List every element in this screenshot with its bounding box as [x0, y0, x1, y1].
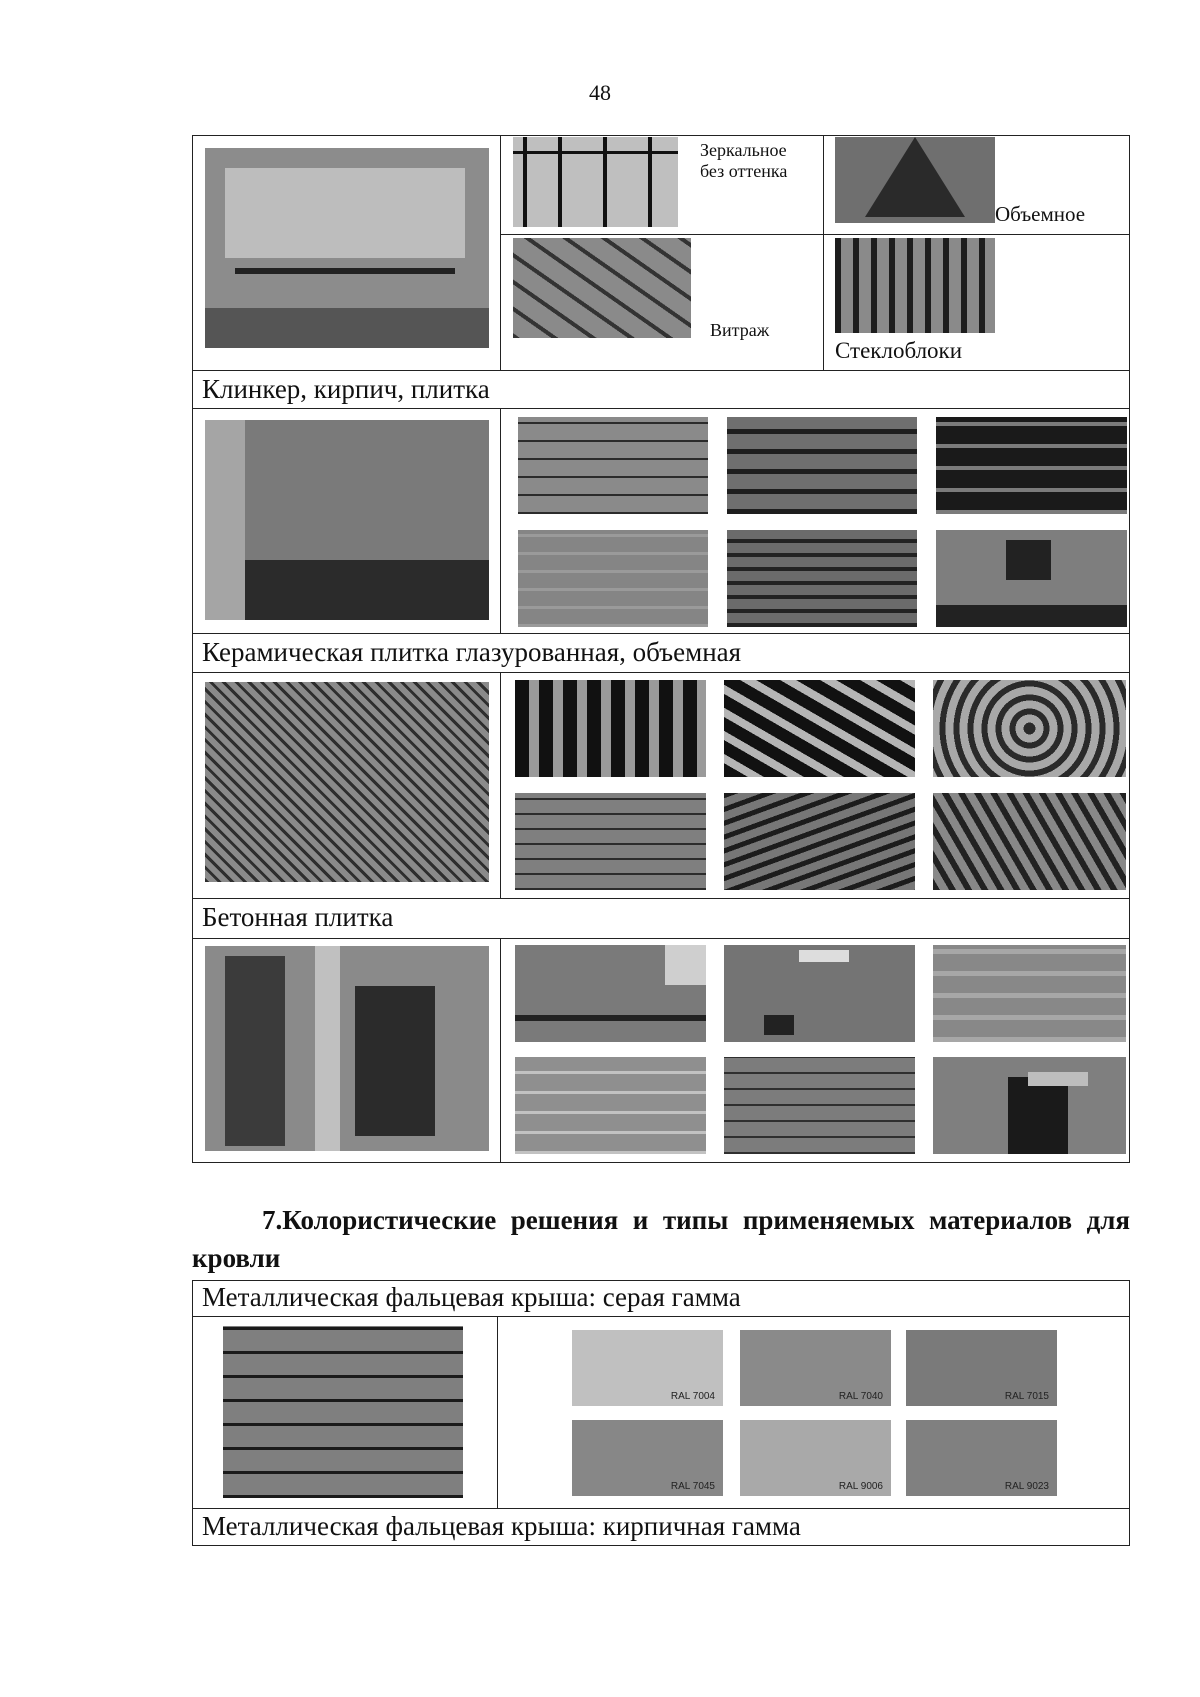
ceramic-sample-3	[933, 680, 1126, 777]
swatch-code-label: RAL 9006	[838, 1481, 883, 1492]
swatch-ral-9006	[740, 1420, 891, 1496]
ceramic-sample-5	[724, 793, 915, 890]
brick-sample-5	[727, 530, 917, 627]
page-number: 48	[589, 80, 611, 105]
swatch-ral-7004	[572, 1330, 723, 1406]
brick-sample-2	[727, 417, 917, 514]
glass-blocks-label: Стеклоблоки	[835, 338, 963, 363]
seam-roof-photo	[223, 1326, 463, 1498]
ceramic-sample-6	[933, 793, 1126, 890]
glass-blocks-photo	[835, 238, 995, 333]
roof-section-heading-line2: кровли	[192, 1243, 281, 1273]
brick-sample-1	[518, 417, 708, 514]
swatch-ral-7015	[906, 1330, 1057, 1406]
swatch-code-label: RAL 9023	[1004, 1481, 1049, 1492]
concrete-sample-1	[515, 945, 706, 1042]
ceramic-sample-4	[515, 793, 706, 890]
brick-sample-3	[936, 417, 1127, 514]
volumetric-glass-photo	[835, 137, 995, 223]
roof-row2-title: Металлическая фальцевая крыша: кирпичная гамма	[202, 1511, 801, 1541]
section-title-ceramic: Керамическая плитка глазурованная, объемная	[202, 637, 742, 667]
swatch-code-label: RAL 7045	[670, 1481, 715, 1492]
mirror-glass-photo	[513, 137, 678, 227]
concrete-sample-5	[724, 1057, 915, 1154]
brick-sample-6	[936, 530, 1127, 627]
roof-section-heading-line1: 7.Колористические решения и типы применяемых материалов для	[262, 1205, 1130, 1235]
swatch-code-label: RAL 7040	[838, 1391, 883, 1402]
stained-glass-photo	[513, 238, 691, 338]
section-title-clinker: Клинкер, кирпич, плитка	[202, 374, 490, 404]
clinker-building-photo	[205, 420, 489, 620]
swatch-code-label: RAL 7004	[670, 1391, 715, 1402]
volumetric-glass-label: Объемное	[995, 202, 1086, 226]
swatch-ral-9023	[906, 1420, 1057, 1496]
ceramic-building-photo	[205, 682, 489, 882]
ceramic-sample-1	[515, 680, 706, 777]
roof-row1-title: Металлическая фальцевая крыша: серая гамма	[202, 1282, 741, 1312]
ceramic-sample-2	[724, 680, 915, 777]
concrete-sample-2	[724, 945, 915, 1042]
concrete-sample-3	[933, 945, 1126, 1042]
mirror-glass-label: Зеркальное без оттенка	[700, 140, 788, 181]
swatch-ral-7040	[740, 1330, 891, 1406]
stained-glass-label: Витраж	[710, 320, 770, 340]
concrete-sample-6	[933, 1057, 1126, 1154]
concrete-building-photo	[205, 946, 489, 1151]
concrete-sample-4	[515, 1057, 706, 1154]
brick-sample-4	[518, 530, 708, 627]
glass-facade-photo	[205, 148, 489, 348]
section-title-concrete: Бетонная плитка	[202, 902, 394, 932]
swatch-code-label: RAL 7015	[1004, 1391, 1049, 1402]
swatch-ral-7045	[572, 1420, 723, 1496]
